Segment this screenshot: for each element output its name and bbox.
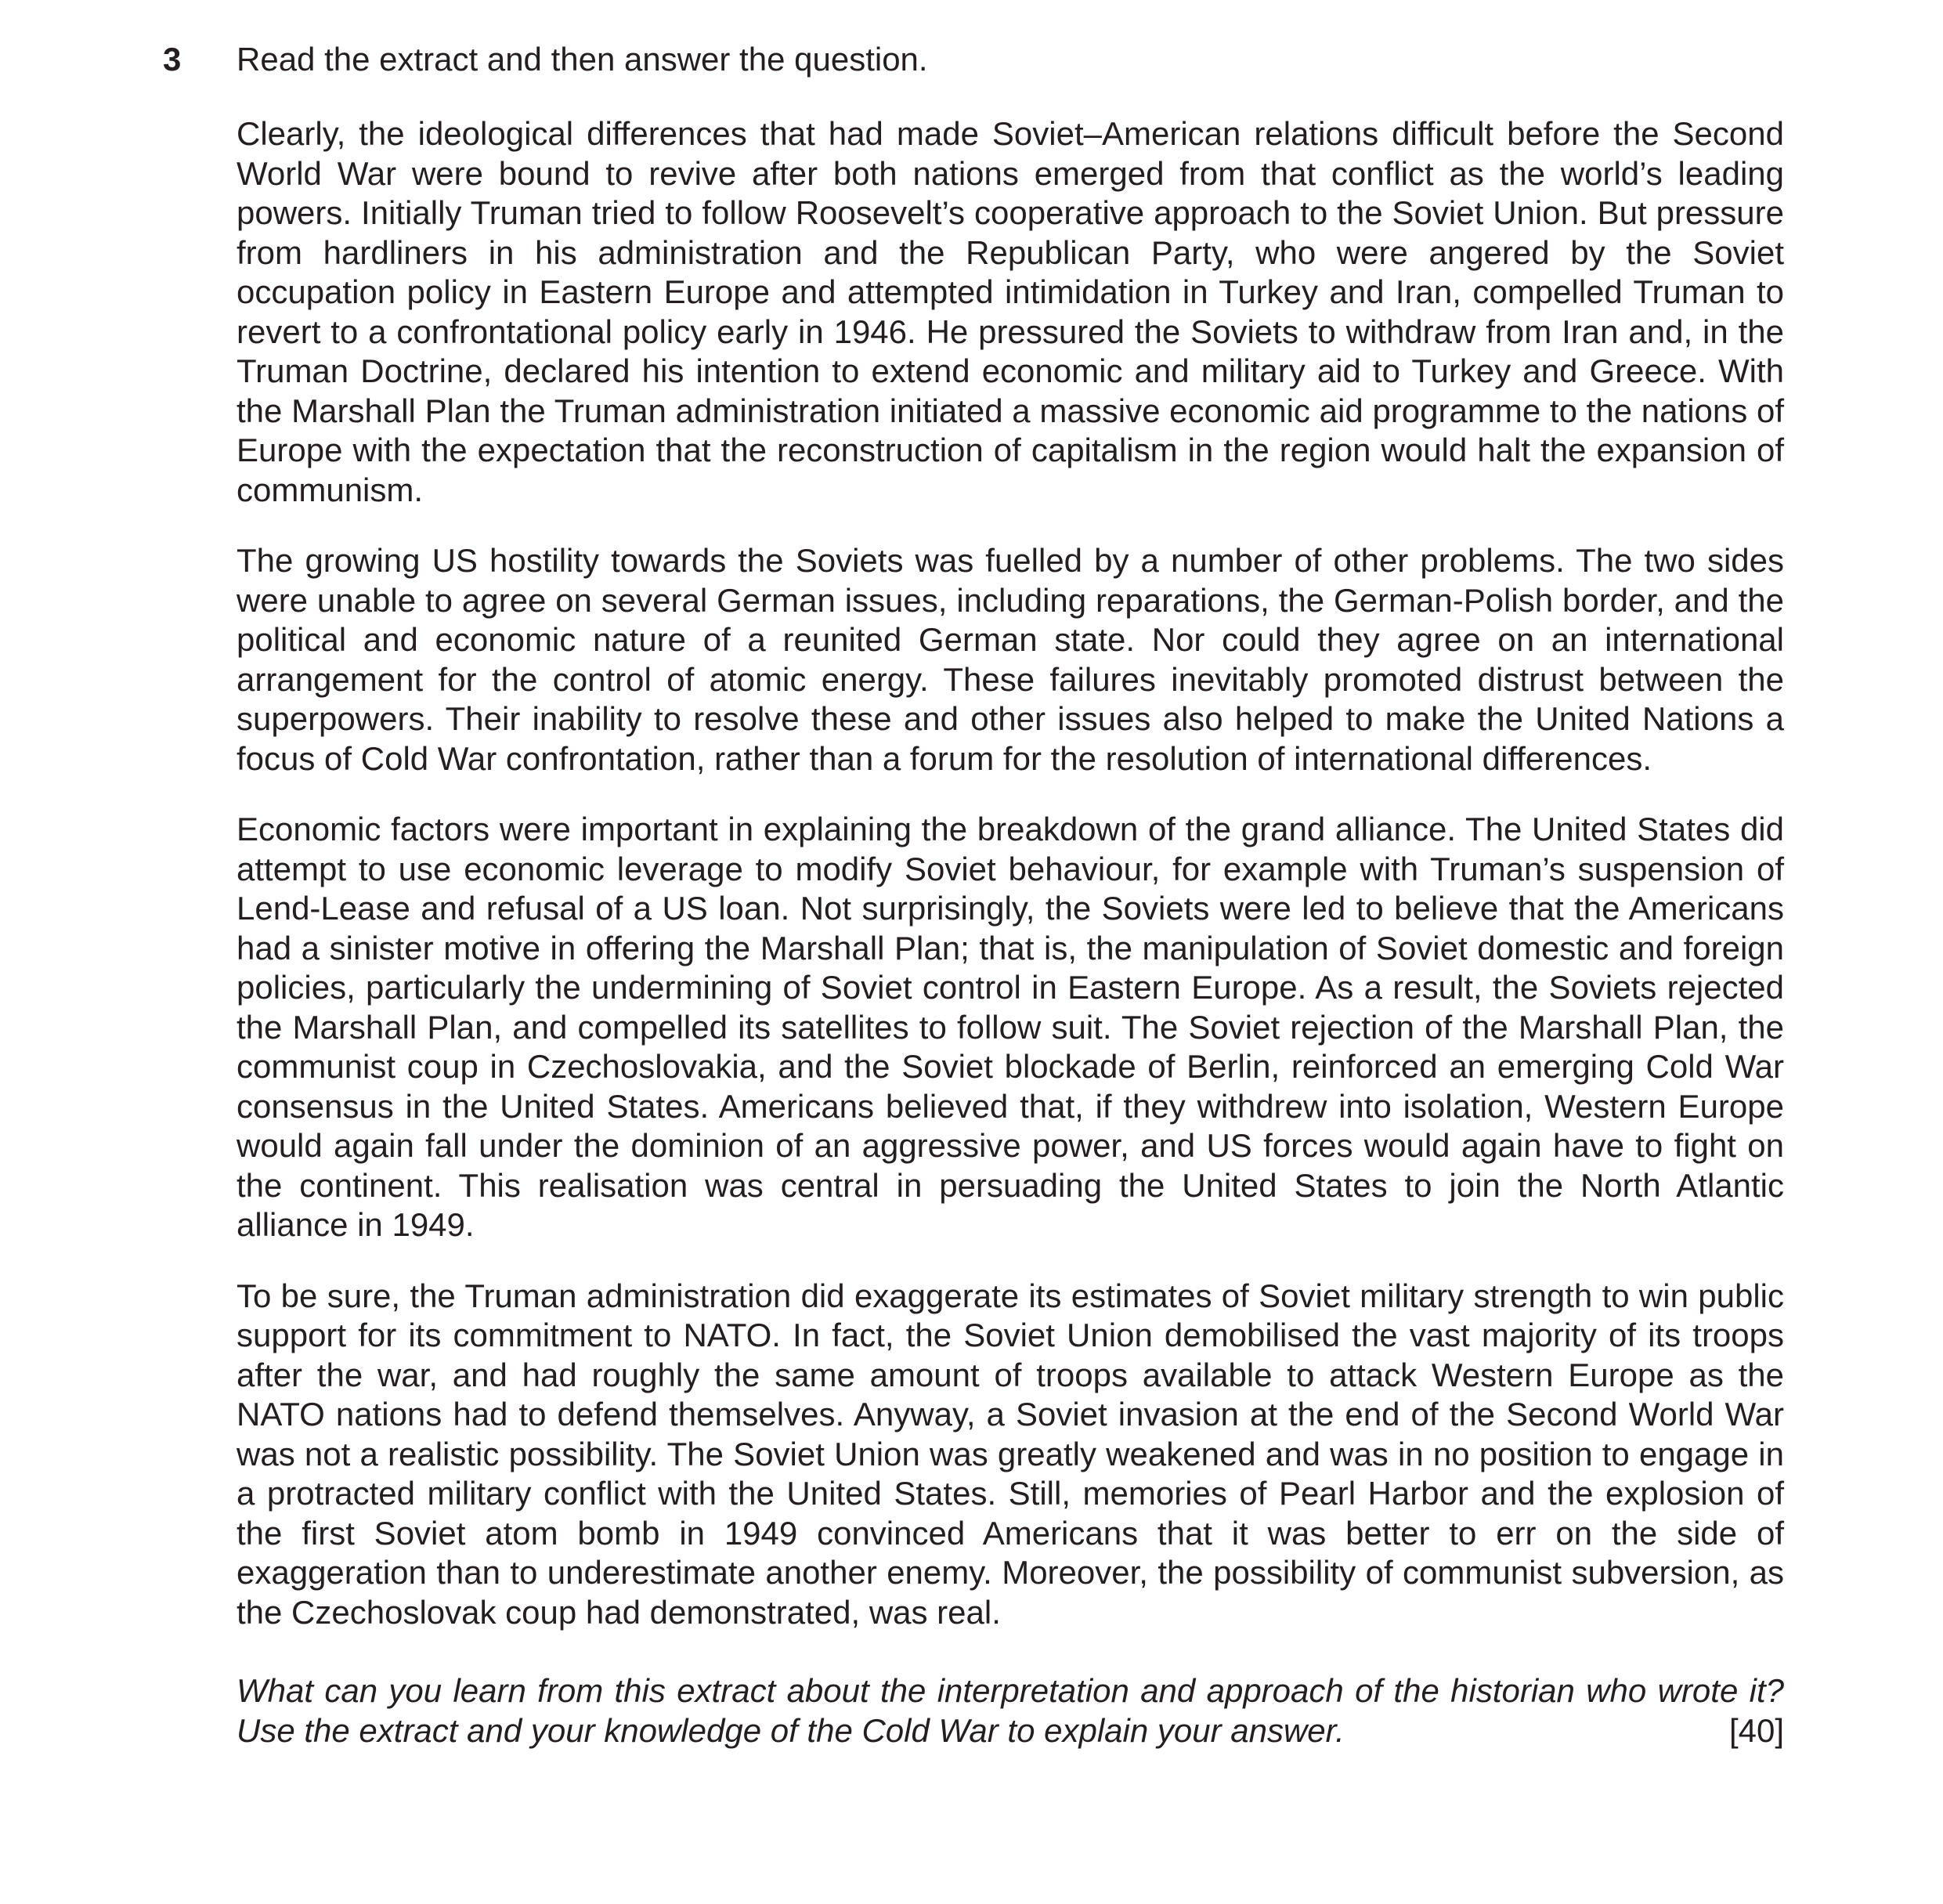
extract-paragraph-2: The growing US hostility towards the Soviets was fuelled by a number of other problems. The two sides were unable to agree on several German issues, including reparations, the German-Polish border, and the political and economic nature of a reunited German state. Nor could they agree on an international arrangement for the control of atomic energy. These failures inevitably promoted distrust between the superpowers. Their inability to resolve these and other issues also helped to make the United Nations a focus of Cold War confrontation, rather than a forum for the resolution of international differences. [237,542,1784,777]
extract-paragraph-4: To be sure, the Truman administration did exaggerate its estimates of Soviet military strength to win public support for its commitment to NATO. In fact, the Soviet Union demobilised the vast majority of its troops after the war, and had roughly the same amount of troops available to attack Western Europe as the NATO nations had to defend themselves. Anyway, a Soviet invasion at the end of the Second World War was not a realistic possibility. The Soviet Union was greatly weakened and was in no position to engage in a protracted military conflict with the United States. Still, memories of Pearl Harbor and the explosion of the first Soviet atom bomb in 1949 convinced Americans that it was better to err on the side of exaggeration than to underestimate another enemy. Moreover, the possibility of communist subversion, as the Czechoslovak coup had demonstrated, was real. [237,1277,1784,1631]
question-prompt [237,1671,1784,1750]
question-content [237,36,1784,1750]
question-number: 3 [163,41,182,78]
extract-paragraph-1: Clearly, the ideological differences that had made Soviet–American relations difficult before the Second World War were bound to revive after both nations emerged from that conflict as the world’s leading powers. Initially Truman tried to follow Roosevelt’s cooperative approach to the Soviet Union. But pressure from hardliners in his administration and the Republican Party, who were angered by the Soviet occupation policy in Eastern Europe and attempted intimidation in Turkey and Iran, compelled Truman to revert to a confrontational policy early in 1946. He pressured the Soviets to withdraw from Iran and, in the Truman Doctrine, declared his intention to extend economic and military aid to Turkey and Greece. With the Marshall Plan the Truman administration initiated a massive economic aid programme to the nations of Europe with the expectation that the reconstruction of capitalism in the region would halt the expansion of communism. [237,115,1784,508]
question-instruction: Read the extract and then answer the question. [237,41,928,78]
extract-paragraph-3: Economic factors were important in explaining the breakdown of the grand alliance. The United States did attempt to use economic leverage to modify Soviet behaviour, for example with Truman’s suspension of Lend-Lease and refusal of a US loan. Not surprisingly, the Soviets were led to believe that the Americans had a sinister motive in offering the Marshall Plan; that is, the manipulation of Soviet domestic and foreign policies, particularly the undermining of Soviet control in Eastern Europe. As a result, the Soviets rejected the Marshall Plan, and compelled its satellites to follow suit. The Soviet rejection of the Marshall Plan, the communist coup in Czechoslovakia, and the Soviet blockade of Berlin, reinforced an emerging Cold War consensus in the United States. Americans believed that, if they withdrew into isolation, Western Europe would again fall under the dominion of an aggressive power, and US forces would again have to fight on the continent. This realisation was central in persuading the United States to join the North Atlantic alliance in 1949. [237,811,1784,1243]
question-marks: [40] [1728,1711,1784,1749]
question-prompt-text: What can you learn from this extract about the interpretation and approach of the historian who wrote it? Use the extract and your knowledge of the Cold War to explain your answer. [237,1672,1784,1749]
